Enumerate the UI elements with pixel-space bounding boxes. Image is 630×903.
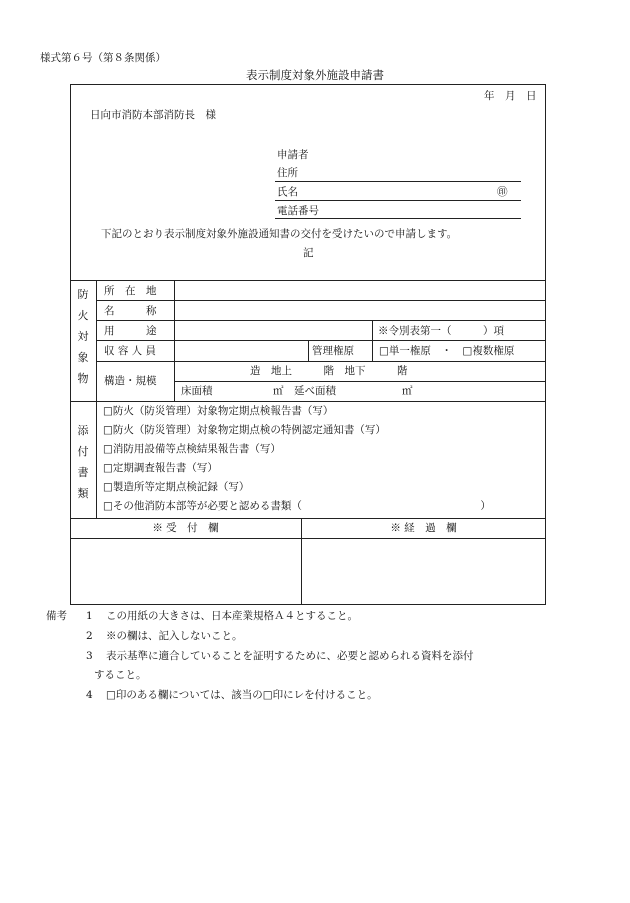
row-line-1 — [96, 300, 546, 301]
attachments-side-label: 添 付 書 類 — [77, 424, 89, 500]
remark-text: すること。 — [94, 669, 147, 681]
remark-text: この用紙の大きさは、日本産業規格Ａ４とすること。 — [106, 610, 358, 622]
attachment-item[interactable]: □製造所等定期点検記録（写） — [103, 481, 250, 493]
bottom-divider — [70, 518, 546, 519]
recipient: 日向市消防本部消防長 様 — [90, 109, 216, 121]
remark-num: 3 — [86, 650, 93, 662]
name-row-label: 名 称 — [104, 305, 157, 317]
address-line — [275, 181, 521, 182]
attachment-item[interactable]: □消防用設備等点検結果報告書（写） — [103, 443, 281, 455]
authority-split-line — [308, 340, 309, 361]
seal-mark: ㊞ — [497, 186, 508, 198]
structure-label: 構造・規模 — [104, 375, 157, 387]
authority-label: 管理権原 — [312, 345, 354, 357]
use-split-line — [372, 320, 373, 361]
applicant-heading: 申請者 — [277, 149, 309, 161]
remark-text: 表示基準に適合していることを証明するために、必要と認められる資料を添付 — [106, 650, 474, 662]
row-line-5 — [174, 381, 546, 382]
authority-options: □単一権原 ・ □複数権原 — [379, 345, 515, 357]
structure-line: 造 地上 階 地下 階 — [250, 365, 408, 377]
appendix-label: ※令別表第一（ ）項 — [378, 325, 504, 337]
form-number: 様式第６号（第８条関係） — [40, 52, 166, 64]
name-line — [275, 200, 521, 201]
bouka-side-label: 防 火 対 象 物 — [77, 288, 89, 385]
side-column-line — [96, 280, 97, 518]
row-line-2 — [96, 320, 546, 321]
location-label: 所 在 地 — [104, 285, 157, 297]
remark-text: □印のある欄については、該当の□印にレを付けること。 — [106, 689, 378, 701]
section-divider-mid — [70, 401, 546, 402]
attachment-item[interactable]: □防火（防災管理）対象物定期点検報告書（写） — [103, 405, 334, 417]
remark-num: 4 — [86, 689, 93, 701]
reception-header: ※ 受 付 欄 — [152, 522, 219, 534]
attachment-item[interactable]: □定期調査報告書（写） — [103, 462, 218, 474]
phone-label: 電話番号 — [277, 205, 319, 217]
progress-header: ※ 経 過 欄 — [390, 522, 457, 534]
use-label: 用 途 — [104, 325, 157, 337]
section-divider-top — [70, 280, 546, 281]
statement: 下記のとおり表示制度対象外施設通知書の交付を受けたいので申請します。 — [101, 228, 458, 240]
remark-num: 1 — [86, 610, 93, 622]
row-line-4 — [96, 361, 546, 362]
date-line: 年 月 日 — [484, 90, 537, 102]
total-floor-area-label: 延べ面積 — [294, 385, 336, 397]
bottom-header-line — [70, 538, 546, 539]
attachment-item[interactable]: □その他消防本部等が必要と認める書類（ ） — [103, 500, 491, 512]
form-title: 表示制度対象外施設申請書 — [246, 68, 384, 82]
floor-area-label: 床面積 — [181, 385, 213, 397]
row-line-3 — [96, 340, 546, 341]
ki-mark: 記 — [303, 247, 314, 259]
address-label: 住所 — [277, 167, 298, 179]
capacity-label: 収 容 人 員 — [104, 345, 157, 357]
remark-text: ※の欄は、記入しないこと。 — [106, 630, 243, 642]
name-label: 氏名 — [277, 186, 298, 198]
attachment-item[interactable]: □防火（防災管理）対象物定期点検の特例認定通知書（写） — [103, 424, 386, 436]
remark-num: 2 — [86, 630, 93, 642]
phone-line — [275, 218, 521, 219]
remarks-label: 備考 — [46, 610, 67, 622]
floor-area-unit: ㎡ — [273, 385, 284, 397]
total-floor-area-unit: ㎡ — [402, 385, 413, 397]
